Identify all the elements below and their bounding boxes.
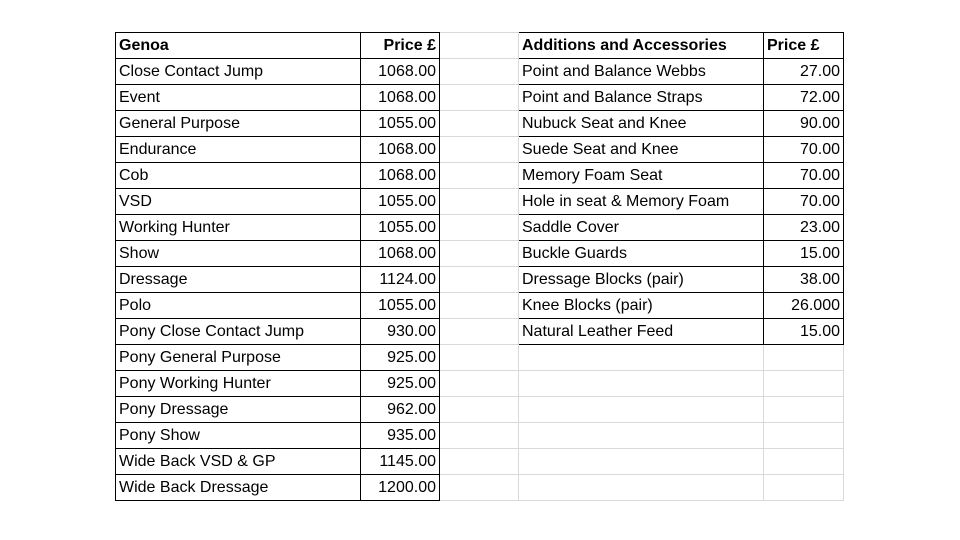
saddle-price-cell[interactable]: 1055.00 <box>361 189 440 215</box>
header-row <box>116 33 844 59</box>
empty-cell[interactable] <box>519 449 764 475</box>
table-row <box>116 345 844 371</box>
saddle-name-cell[interactable]: Wide Back VSD & GP <box>116 449 361 475</box>
saddle-price-cell[interactable]: 925.00 <box>361 345 440 371</box>
accessory-price-cell[interactable]: 72.00 <box>764 85 844 111</box>
empty-cell[interactable] <box>440 345 519 371</box>
saddle-name-cell[interactable]: Dressage <box>116 267 361 293</box>
empty-cell[interactable] <box>519 371 764 397</box>
accessory-price-cell[interactable]: 15.00 <box>764 241 844 267</box>
table-row <box>116 59 844 85</box>
empty-cell[interactable] <box>440 423 519 449</box>
saddle-name-cell[interactable]: Pony Working Hunter <box>116 371 361 397</box>
saddle-name-cell[interactable]: Polo <box>116 293 361 319</box>
empty-cell[interactable] <box>440 85 519 111</box>
accessory-price-cell[interactable]: 70.00 <box>764 163 844 189</box>
table-row <box>116 215 844 241</box>
empty-cell[interactable] <box>440 59 519 85</box>
sheet-body <box>116 33 844 501</box>
table-row <box>116 241 844 267</box>
empty-cell[interactable] <box>764 345 844 371</box>
accessory-name-cell[interactable]: Buckle Guards <box>519 241 764 267</box>
table-row <box>116 293 844 319</box>
saddle-name-cell[interactable]: Show <box>116 241 361 267</box>
saddle-price-cell[interactable]: 1124.00 <box>361 267 440 293</box>
accessory-name-cell[interactable]: Saddle Cover <box>519 215 764 241</box>
accessory-name-cell[interactable]: Suede Seat and Knee <box>519 137 764 163</box>
accessory-price-cell[interactable]: 23.00 <box>764 215 844 241</box>
empty-cell[interactable] <box>764 449 844 475</box>
accessory-name-cell[interactable]: Memory Foam Seat <box>519 163 764 189</box>
empty-cell[interactable] <box>764 423 844 449</box>
empty-cell[interactable] <box>519 475 764 501</box>
table-row <box>116 137 844 163</box>
empty-cell[interactable] <box>519 423 764 449</box>
accessory-name-cell[interactable]: Dressage Blocks (pair) <box>519 267 764 293</box>
saddle-price-cell[interactable]: 962.00 <box>361 397 440 423</box>
accessories-header[interactable]: Additions and Accessories <box>519 33 764 59</box>
table-row <box>116 189 844 215</box>
empty-cell[interactable] <box>440 111 519 137</box>
saddle-price-cell[interactable]: 925.00 <box>361 371 440 397</box>
accessory-name-cell[interactable]: Nubuck Seat and Knee <box>519 111 764 137</box>
saddle-price-cell[interactable]: 1068.00 <box>361 59 440 85</box>
table-row <box>116 371 844 397</box>
accessory-price-cell[interactable]: 90.00 <box>764 111 844 137</box>
saddle-price-cell[interactable]: 1068.00 <box>361 137 440 163</box>
table-row <box>116 475 844 501</box>
saddle-name-cell[interactable]: Endurance <box>116 137 361 163</box>
accessory-name-cell[interactable]: Hole in seat & Memory Foam <box>519 189 764 215</box>
accessory-price-cell[interactable]: 26.000 <box>764 293 844 319</box>
empty-cell[interactable] <box>440 215 519 241</box>
accessory-name-cell[interactable]: Knee Blocks (pair) <box>519 293 764 319</box>
saddle-name-cell[interactable]: Pony Dressage <box>116 397 361 423</box>
accessory-name-cell[interactable]: Point and Balance Straps <box>519 85 764 111</box>
empty-cell[interactable] <box>764 475 844 501</box>
empty-cell[interactable] <box>440 293 519 319</box>
accessory-name-cell[interactable]: Natural Leather Feed <box>519 319 764 345</box>
saddle-name-cell[interactable]: Cob <box>116 163 361 189</box>
table-row <box>116 111 844 137</box>
table-row <box>116 397 844 423</box>
saddle-name-cell[interactable]: Working Hunter <box>116 215 361 241</box>
table-row <box>116 423 844 449</box>
empty-cell[interactable] <box>440 163 519 189</box>
empty-cell[interactable] <box>519 397 764 423</box>
saddle-name-cell[interactable]: Close Contact Jump <box>116 59 361 85</box>
saddle-price-cell[interactable]: 1055.00 <box>361 215 440 241</box>
empty-cell[interactable] <box>764 371 844 397</box>
empty-cell[interactable] <box>440 267 519 293</box>
accessory-price-cell[interactable]: 38.00 <box>764 267 844 293</box>
empty-cell[interactable] <box>440 137 519 163</box>
empty-cell[interactable] <box>764 397 844 423</box>
saddle-price-cell[interactable]: 1145.00 <box>361 449 440 475</box>
saddle-name-cell[interactable]: Pony Close Contact Jump <box>116 319 361 345</box>
saddle-price-cell[interactable]: 930.00 <box>361 319 440 345</box>
empty-cell[interactable] <box>519 345 764 371</box>
empty-cell[interactable] <box>440 371 519 397</box>
accessory-price-cell[interactable]: 15.00 <box>764 319 844 345</box>
empty-cell[interactable] <box>440 189 519 215</box>
table-row <box>116 449 844 475</box>
saddle-price-cell[interactable]: 1068.00 <box>361 85 440 111</box>
accessory-name-cell[interactable]: Point and Balance Webbs <box>519 59 764 85</box>
accessories-price-header[interactable]: Price £ <box>764 33 844 59</box>
saddle-name-cell[interactable]: Pony Show <box>116 423 361 449</box>
saddle-name-cell[interactable]: VSD <box>116 189 361 215</box>
saddle-name-cell[interactable]: General Purpose <box>116 111 361 137</box>
saddle-price-cell[interactable]: 1068.00 <box>361 241 440 267</box>
accessory-price-cell[interactable]: 70.00 <box>764 189 844 215</box>
saddle-name-cell[interactable]: Pony General Purpose <box>116 345 361 371</box>
saddle-price-cell[interactable]: 935.00 <box>361 423 440 449</box>
saddle-name-cell[interactable]: Wide Back Dressage <box>116 475 361 501</box>
empty-cell[interactable] <box>440 33 519 59</box>
table-row <box>116 85 844 111</box>
empty-cell[interactable] <box>440 397 519 423</box>
saddle-name-cell[interactable]: Event <box>116 85 361 111</box>
table-row <box>116 267 844 293</box>
saddle-price-cell[interactable]: 1055.00 <box>361 293 440 319</box>
table-row <box>116 163 844 189</box>
table-row <box>116 319 844 345</box>
empty-cell[interactable] <box>440 319 519 345</box>
saddle-price-cell[interactable]: 1200.00 <box>361 475 440 501</box>
genoa-price-header[interactable]: Price £ <box>361 33 440 59</box>
accessory-price-cell[interactable]: 27.00 <box>764 59 844 85</box>
empty-cell[interactable] <box>440 475 519 501</box>
saddle-price-cell[interactable]: 1055.00 <box>361 111 440 137</box>
saddle-price-cell[interactable]: 1068.00 <box>361 163 440 189</box>
price-sheet <box>115 32 844 501</box>
accessory-price-cell[interactable]: 70.00 <box>764 137 844 163</box>
empty-cell[interactable] <box>440 241 519 267</box>
genoa-header[interactable]: Genoa <box>116 33 361 59</box>
empty-cell[interactable] <box>440 449 519 475</box>
